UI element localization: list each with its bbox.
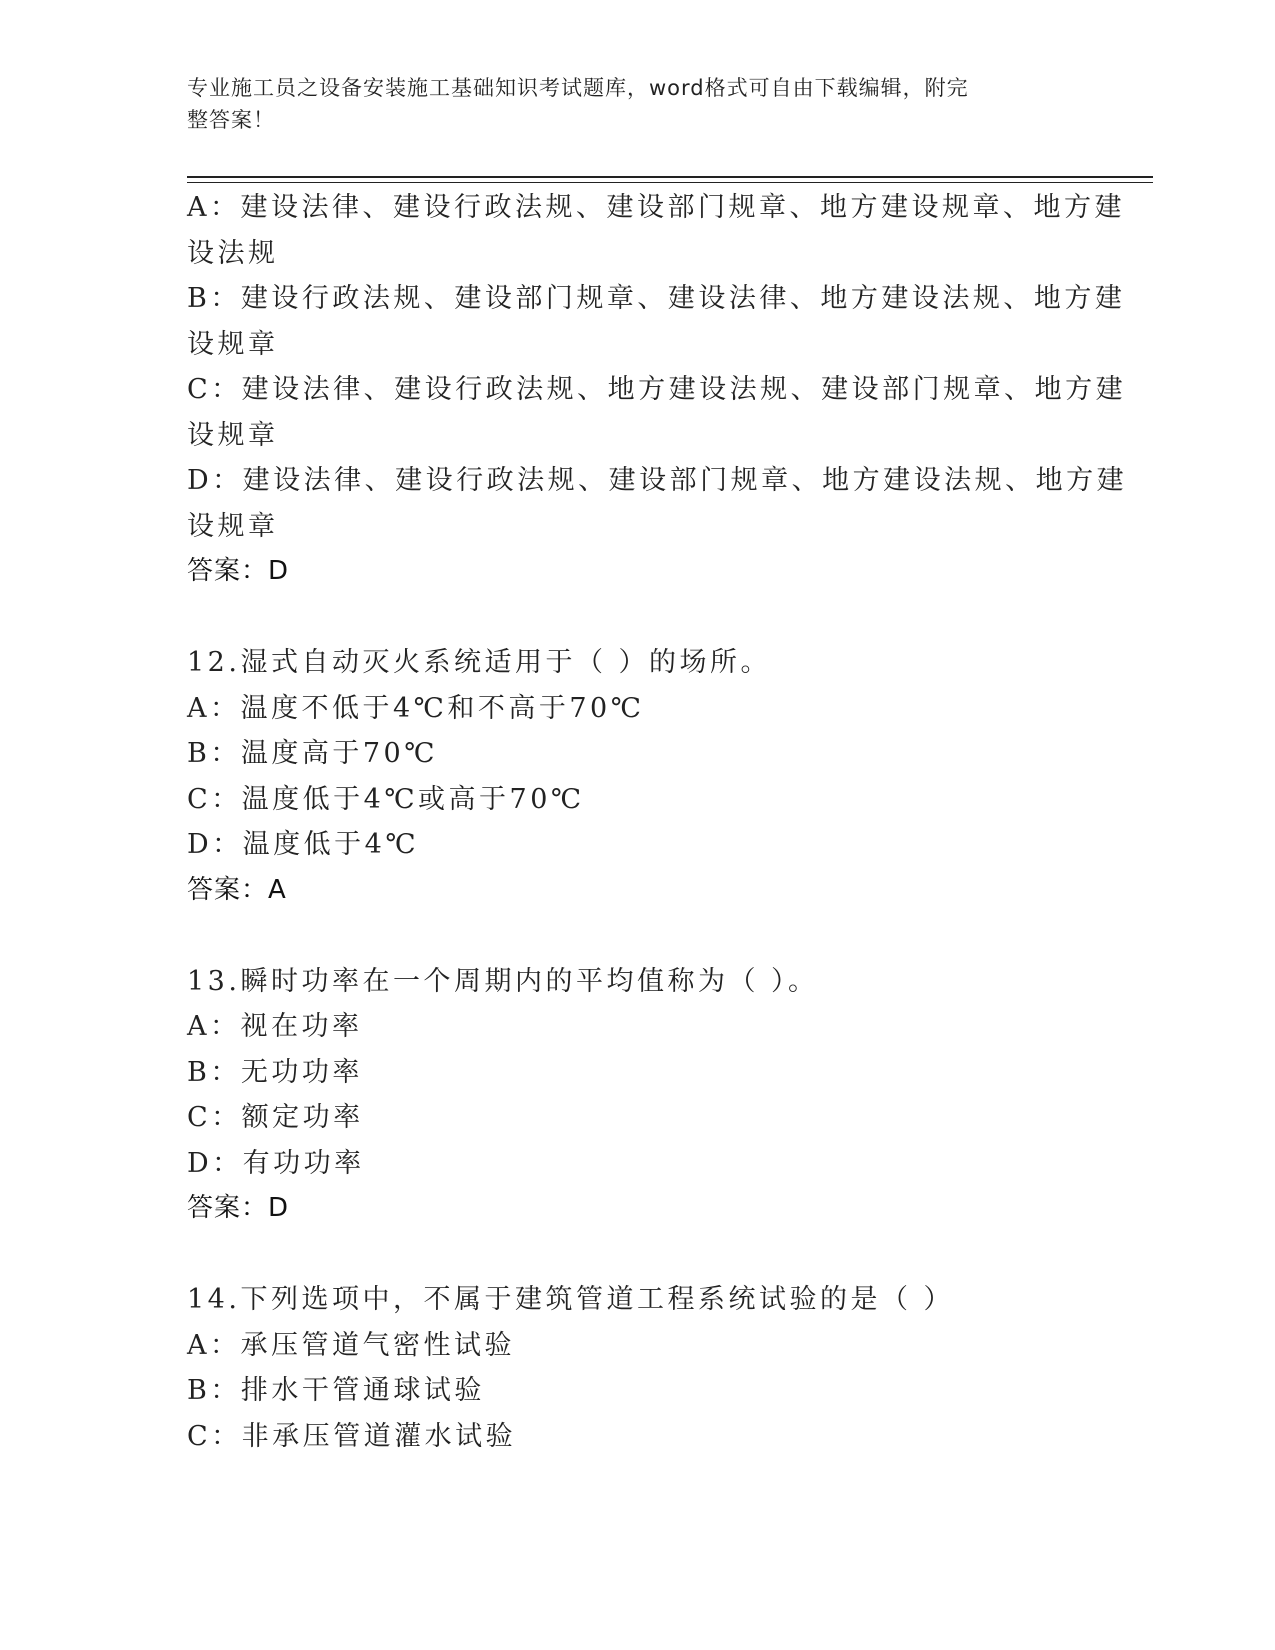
- question-block-12: [187, 640, 1107, 913]
- block-spacer: [187, 595, 1107, 641]
- option-b-line-2: 设规章: [187, 328, 279, 360]
- block-spacer: [187, 913, 1107, 959]
- option-a: A：视在功率: [187, 1011, 363, 1042]
- question-stem: 13.瞬时功率在一个周期内的平均值称为（ ）。: [187, 965, 819, 997]
- option-c: C：非承压管道灌水试验: [187, 1420, 517, 1452]
- option-d-line-2: 设规章: [187, 510, 279, 542]
- option-b: B：无功功率: [187, 1056, 363, 1088]
- option-b-line-1: B：建设行政法规、建设部门规章、建设法律、地方建设法规、地方建: [187, 283, 1126, 314]
- option-b: B：温度高于70℃: [187, 738, 438, 769]
- option-d: D：有功功率: [187, 1147, 365, 1179]
- option-d-line-1: D：建设法律、建设行政法规、建设部门规章、地方建设法规、地方建: [187, 465, 1128, 496]
- block-spacer: [187, 1232, 1107, 1278]
- header-divider-thick: [187, 176, 1153, 178]
- option-a-line-2: 设法规: [187, 237, 279, 269]
- option-b: B：排水干管通球试验: [187, 1375, 485, 1406]
- question-block-14: [187, 1277, 1107, 1459]
- question-content: [187, 185, 1128, 1459]
- option-c-line-2: 设规章: [187, 419, 279, 451]
- question-stem: 12.湿式自动灭火系统适用于（ ）的场所。: [187, 647, 772, 678]
- header-line-2: 整答案！: [187, 108, 275, 132]
- document-header: [187, 72, 1067, 136]
- option-a: A：承压管道气密性试验: [187, 1329, 515, 1361]
- option-c: C：温度低于4℃或高于70℃: [187, 783, 585, 815]
- option-d: D：温度低于4℃: [187, 829, 420, 860]
- header-line-1: 专业施工员之设备安装施工基础知识考试题库，word格式可自由下载编辑，附完: [187, 76, 969, 100]
- option-a-line-1: A：建设法律、建设行政法规、建设部门规章、地方建设规章、地方建: [187, 192, 1125, 223]
- answer-line: 答案：D: [187, 556, 290, 586]
- question-block-11: [187, 185, 1128, 595]
- option-c: C：额定功率: [187, 1102, 364, 1133]
- answer-line: 答案：A: [187, 874, 287, 905]
- question-stem: 14.下列选项中，不属于建筑管道工程系统试验的是（ ）: [187, 1284, 955, 1315]
- option-a: A：温度不低于4℃和不高于70℃: [187, 692, 645, 724]
- header-divider-thin: [187, 182, 1153, 183]
- option-c-line-1: C：建设法律、建设行政法规、地方建设法规、建设部门规章、地方建: [187, 374, 1127, 405]
- answer-line: 答案：D: [187, 1193, 290, 1223]
- question-block-13: [187, 959, 1107, 1232]
